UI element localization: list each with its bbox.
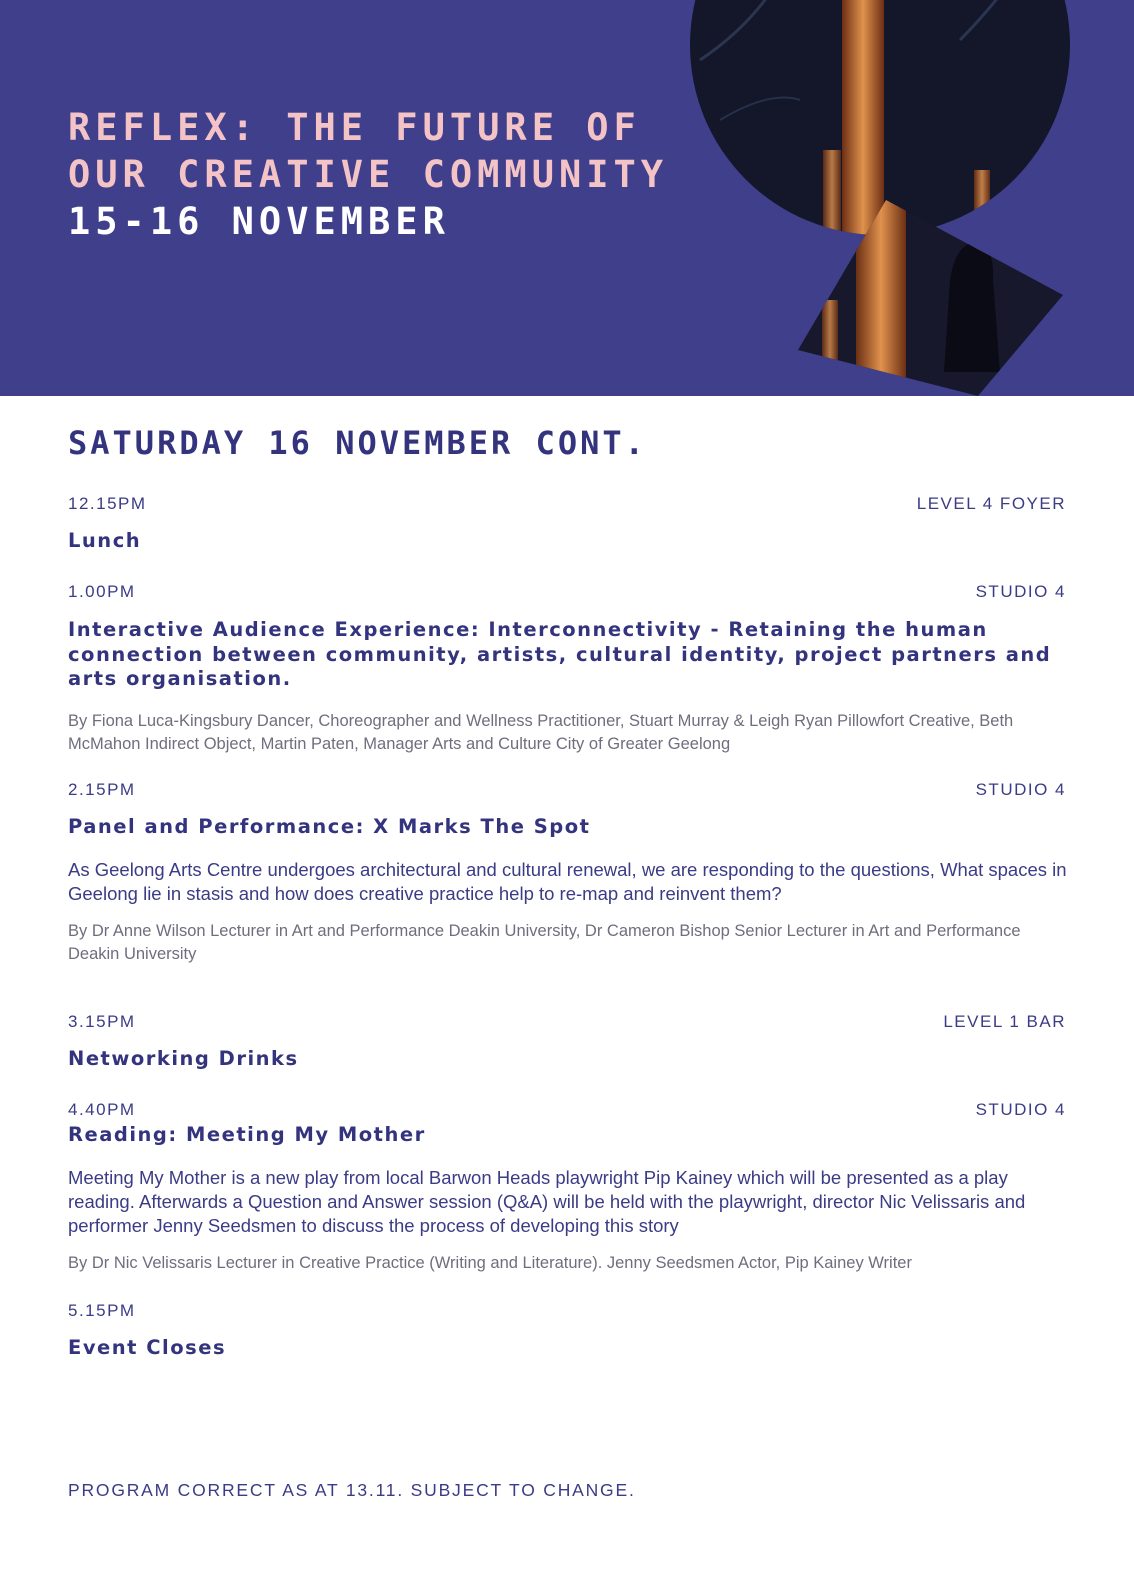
event-description: As Geelong Arts Centre undergoes architectural and cultural renewal, we are responding to the questions, What spaces in Geelong lie in stasis and how does creative practice help to re-map and reinvent them? — [68, 859, 1067, 904]
event-time: 1.00PM — [68, 582, 136, 601]
event-dates: 15-16 NOVEMBER — [68, 200, 450, 243]
event-time: 5.15PM — [68, 1301, 136, 1320]
event-time: 2.15PM — [68, 780, 136, 799]
footer-note: PROGRAM CORRECT AS AT 13.11. SUBJECT TO CHANGE. — [68, 1480, 636, 1500]
event-title: Event Closes — [68, 1336, 227, 1359]
event-title: Networking Drinks — [68, 1047, 299, 1070]
event-meta-row — [68, 780, 1066, 804]
event-time: 12.15PM — [68, 494, 147, 513]
event-title: Interactive Audience Experience: Interconnectivity - Retaining the human connection between community, artists, cultural identity, project partners and arts organisation. — [68, 618, 1052, 690]
event-title-line-2: OUR CREATIVE COMMUNITY — [68, 153, 669, 196]
event-meta-row — [68, 1301, 1066, 1325]
event-byline: By Fiona Luca-Kingsbury Dancer, Choreographer and Wellness Practitioner, Stuart Murray & Leigh Ryan Pillowfort Creative, Beth McMahon Indirect Object, Martin Paten, Manager Arts and Culture City of Greater Geelong — [68, 712, 1014, 753]
event-description: Meeting My Mother is a new play from local Barwon Heads playwright Pip Kainey which will be presented as a play reading. Afterwards a Question and Answer session (Q&A) will be held with the playwright, director Nic Velissaris and performer Jenny Seedsmen to discuss the process of developing this story — [68, 1167, 1026, 1236]
event-title: Reading: Meeting My Mother — [68, 1123, 426, 1146]
lanterns-photo — [0, 0, 1134, 396]
event-venue: STUDIO 4 — [975, 780, 1066, 799]
event-title: Lunch — [68, 529, 142, 552]
event-meta-row — [68, 582, 1066, 606]
event-venue: LEVEL 1 BAR — [943, 1012, 1066, 1031]
event-time: 4.40PM — [68, 1100, 136, 1119]
event-meta-row — [68, 1012, 1066, 1036]
event-title-line-1: REFLEX: THE FUTURE OF — [68, 106, 641, 149]
day-heading: SATURDAY 16 NOVEMBER CONT. — [68, 424, 647, 462]
event-venue: LEVEL 4 FOYER — [916, 494, 1066, 513]
event-venue: STUDIO 4 — [975, 582, 1066, 601]
event-byline: By Dr Nic Velissaris Lecturer in Creative Practice (Writing and Literature). Jenny Seedsmen Actor, Pip Kainey Writer — [68, 1254, 912, 1272]
event-meta-row — [68, 494, 1066, 518]
header-banner — [0, 0, 1134, 396]
event-byline: By Dr Anne Wilson Lecturer in Art and Performance Deakin University, Dr Cameron Bishop Senior Lecturer in Art and Performance Deakin University — [68, 922, 1021, 963]
event-time: 3.15PM — [68, 1012, 136, 1031]
event-venue: STUDIO 4 — [975, 1100, 1066, 1119]
event-meta-row — [68, 1100, 1066, 1124]
event-title: Panel and Performance: X Marks The Spot — [68, 815, 591, 838]
